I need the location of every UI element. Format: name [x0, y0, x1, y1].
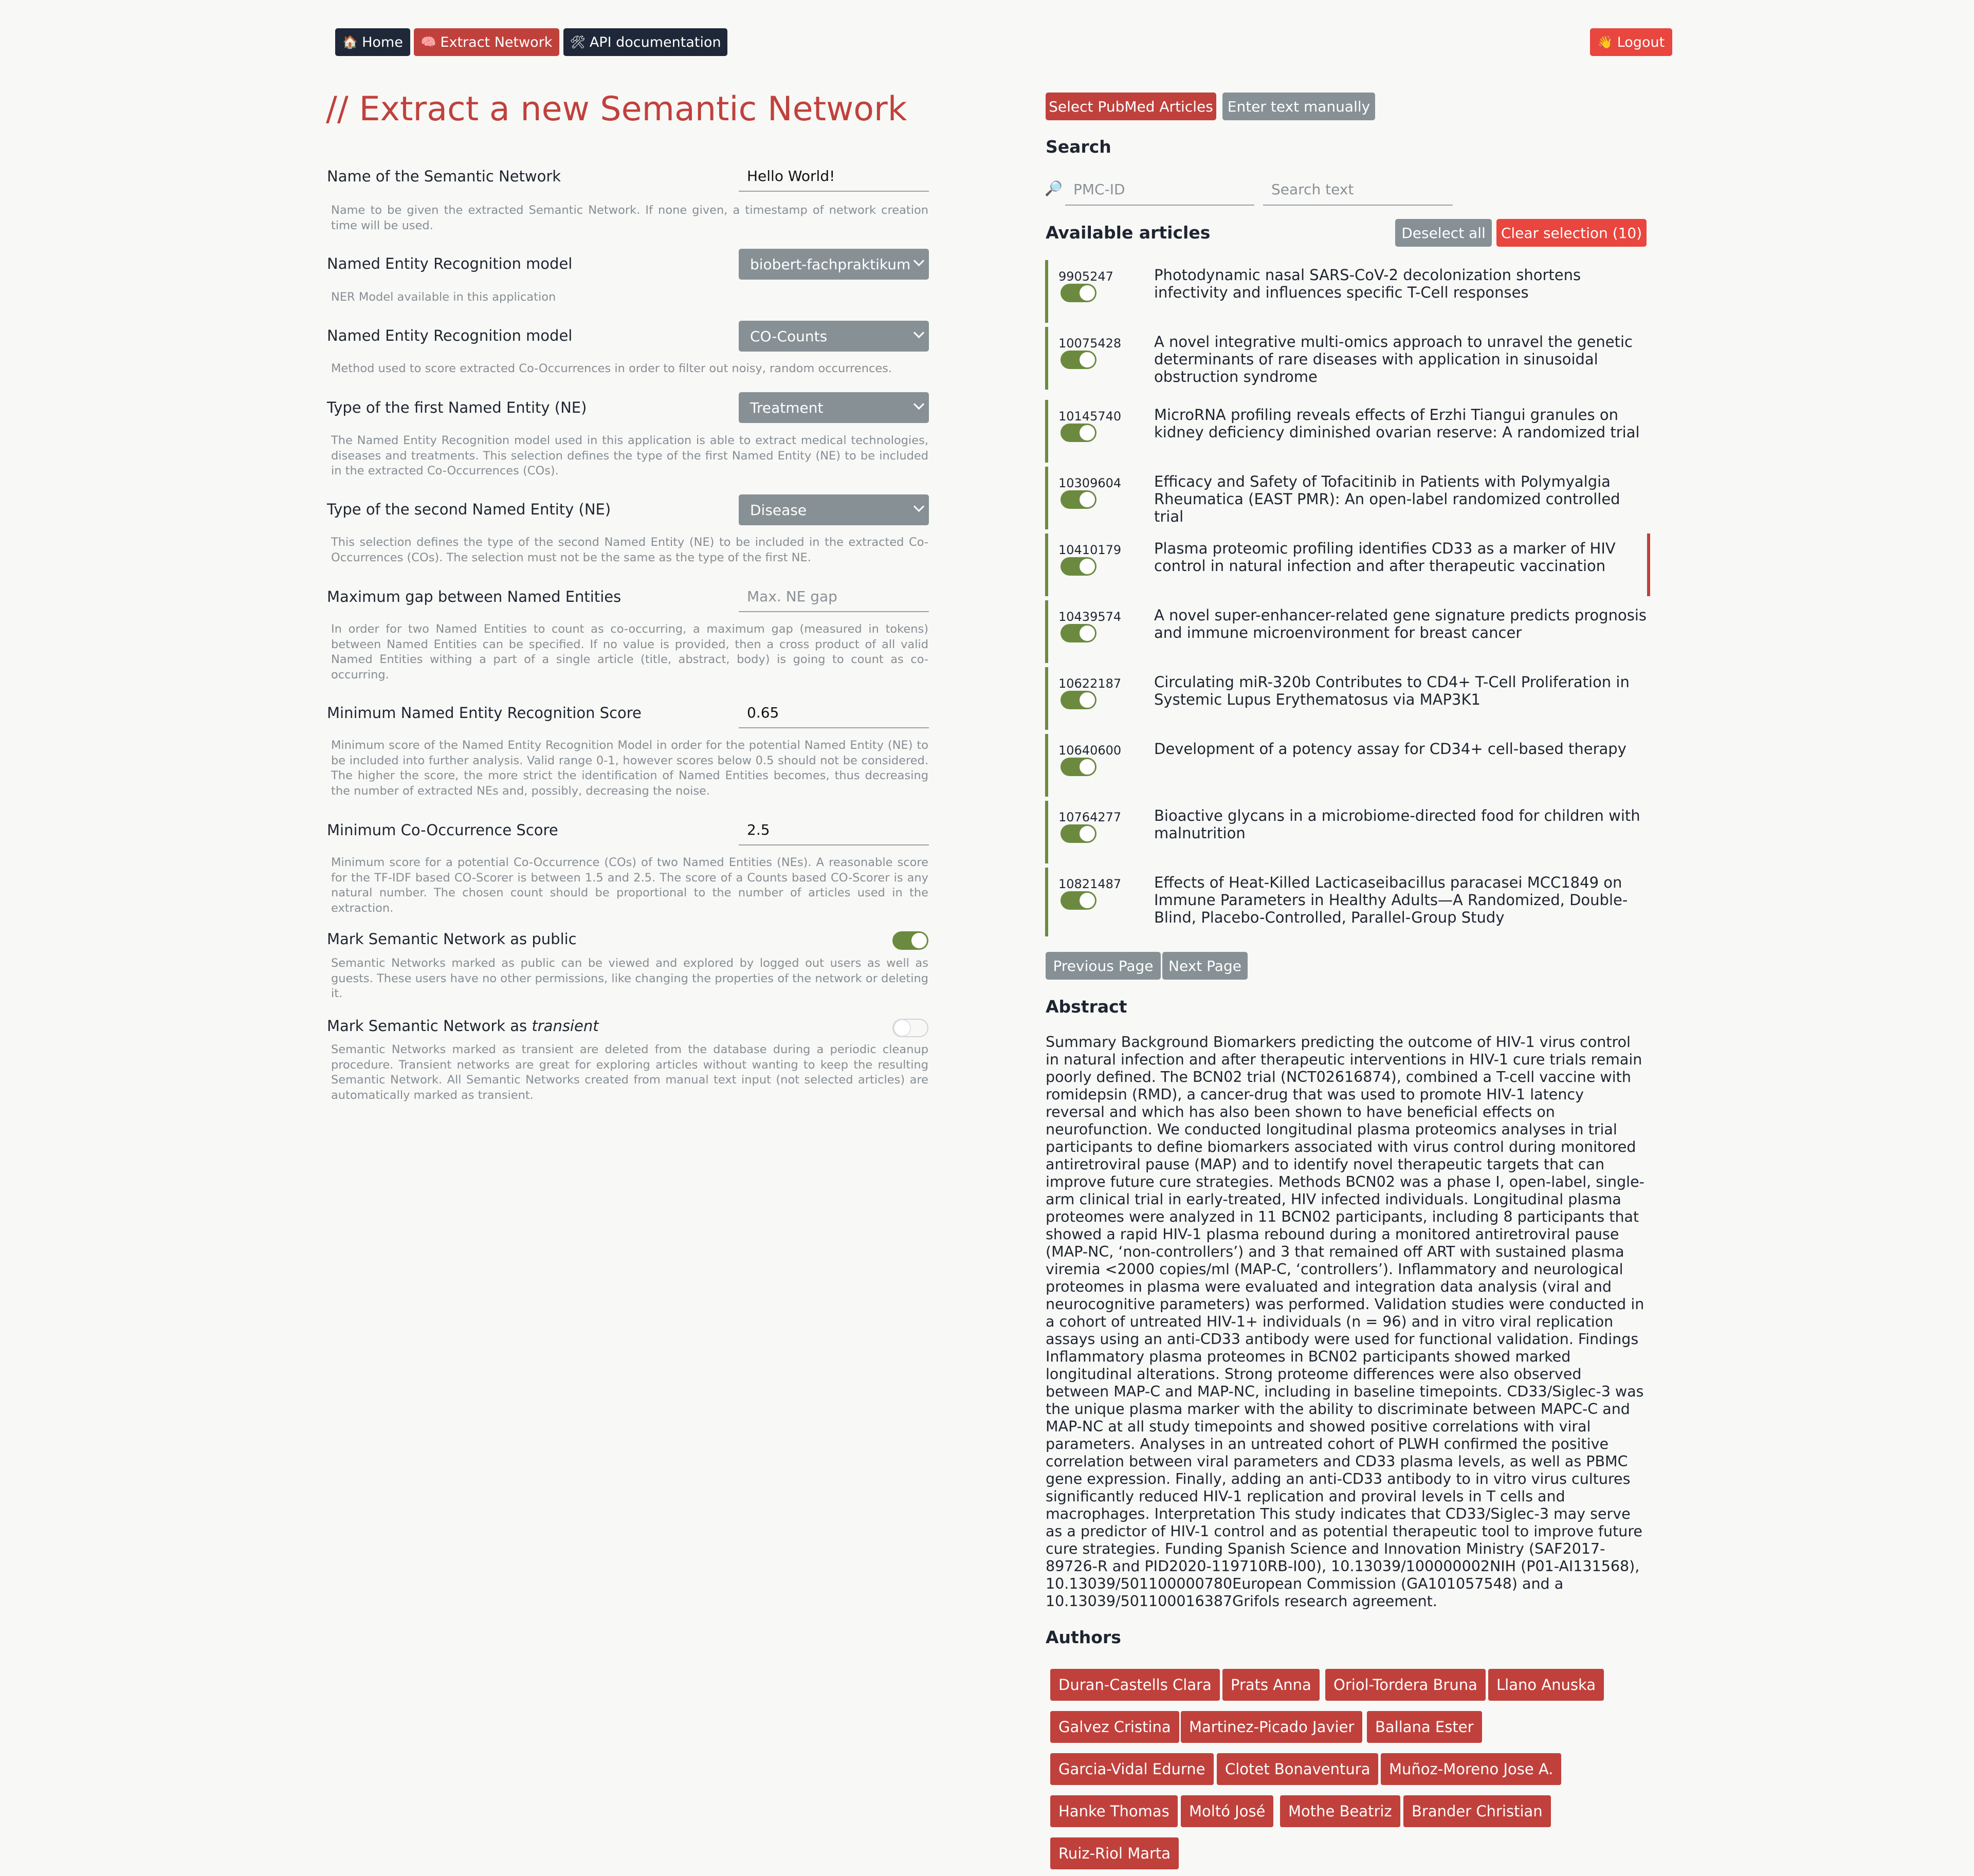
next-page-button[interactable]: Next Page [1162, 952, 1248, 980]
select-pubmed-articles-tab[interactable]: Select PubMed Articles [1046, 93, 1216, 120]
article-item[interactable] [1045, 734, 1647, 797]
chevron-down-icon [913, 327, 924, 338]
article-select-toggle[interactable] [1061, 891, 1096, 910]
author-tag[interactable]: Mothe Beatriz [1280, 1795, 1400, 1827]
scorer-label: Named Entity Recognition model [327, 327, 573, 344]
author-tag[interactable]: Ballana Ester [1367, 1711, 1482, 1743]
first-ne-value: Treatment [750, 399, 824, 416]
article-select-toggle[interactable] [1061, 424, 1096, 442]
article-pmcid: 10439574 [1058, 610, 1122, 624]
article-title: Effects of Heat-Killed Lacticaseibacillus paracasei MCC1849 on Immune Parameters in Healthy Adults—A Randomized, Double-Blind, Placebo-Controlled, Parallel-Group Study [1154, 874, 1628, 926]
article-item[interactable] [1045, 327, 1647, 390]
search-heading: Search [1046, 137, 1111, 157]
article-pmcid: 10764277 [1058, 810, 1122, 824]
network-name-help: Name to be given the extracted Semantic Network. If none given, a timestamp of network creation time will be used. [331, 204, 928, 232]
transient-toggle[interactable] [892, 1019, 928, 1037]
article-item[interactable] [1045, 467, 1647, 529]
nav-home-button[interactable] [335, 28, 410, 56]
available-articles-heading: Available articles [1046, 223, 1211, 243]
clear-selection-button[interactable]: Clear selection (10) [1496, 219, 1647, 247]
transient-help: Semantic Networks marked as transient are deleted from the database during a periodic cleanup procedure. Transient networks are great for exploring articles without wanting to keep the resulting Semantic Network. All Semantic Networks created from manual text input (not selected articles) are automatically marked as transient. [331, 1043, 928, 1102]
brain-icon: 🧠 [421, 35, 436, 49]
public-label: Mark Semantic Network as public [327, 930, 577, 948]
article-title: A novel integrative multi-omics approach to unravel the genetic determinants of rare diseases with application in sinusoidal obstruction syndrome [1154, 333, 1633, 385]
article-pmcid: 9905247 [1058, 269, 1113, 284]
article-item[interactable] [1045, 600, 1647, 663]
article-pmcid: 10145740 [1058, 409, 1122, 424]
ner-model-select[interactable] [739, 249, 929, 280]
article-title: Development of a potency assay for CD34+ cell-based therapy [1154, 740, 1626, 758]
scorer-help: Method used to score extracted Co-Occurrences in order to filter out noisy, random occurrences. [331, 362, 892, 375]
second-ne-label: Type of the second Named Entity (NE) [327, 501, 611, 518]
nav-api-documentation-button[interactable] [563, 28, 727, 56]
author-tag[interactable]: Martinez-Picado Javier [1181, 1711, 1362, 1743]
logout-label: Logout [1617, 34, 1665, 50]
article-title: Efficacy and Safety of Tofacitinib in Patients with Polymyalgia Rheumatica (EAST PMR): An open-label randomized controlled trial [1154, 473, 1620, 525]
search-text-input[interactable]: Search text [1263, 174, 1453, 206]
transient-label: Mark Semantic Network as transient [327, 1017, 599, 1035]
public-help: Semantic Networks marked as public can be viewed and explored by logged out users as well as guests. These users have no other permissions, like changing the properties of the network or deleting it. [331, 957, 928, 1000]
author-tag[interactable]: Muñoz-Moreno Jose A. [1381, 1753, 1561, 1785]
article-pmcid: 10640600 [1058, 743, 1122, 758]
deselect-all-button[interactable]: Deselect all [1395, 219, 1492, 247]
page-title: // Extract a new Semantic Network [326, 90, 907, 128]
chevron-down-icon [913, 501, 924, 512]
author-tag[interactable]: Prats Anna [1222, 1669, 1320, 1701]
second-ne-help: This selection defines the type of the second Named Entity (NE) to be included in the extracted Co-Occurrences (COs). The selection must not be the same as the type of the first NE. [331, 536, 928, 564]
article-select-toggle[interactable] [1061, 490, 1096, 509]
min-co-score-label: Minimum Co-Occurrence Score [327, 821, 558, 839]
min-ner-score-label: Minimum Named Entity Recognition Score [327, 704, 642, 722]
previous-page-button[interactable]: Previous Page [1046, 952, 1161, 980]
nav-extract-label: Extract Network [440, 34, 553, 50]
nav-home-label: Home [362, 34, 403, 50]
max-gap-input[interactable]: Max. NE gap [739, 581, 929, 612]
tools-icon: 🛠 [570, 35, 586, 49]
pmc-id-input[interactable]: PMC-ID [1065, 174, 1254, 206]
min-ner-score-input[interactable]: 0.65 [739, 697, 929, 728]
article-item[interactable] [1045, 868, 1647, 936]
article-title: Plasma proteomic profiling identifies CD33 as a marker of HIV control in natural infection and after therapeutic vaccination [1154, 540, 1616, 575]
article-pmcid: 10410179 [1058, 543, 1122, 557]
author-tag[interactable]: Hanke Thomas [1050, 1795, 1178, 1827]
article-item[interactable] [1045, 260, 1647, 323]
first-ne-help: The Named Entity Recognition model used in this application is able to extract medical technologies, diseases and treatments. This selection defines the type of the first Named Entity (NE) to be included in the extracted Co-Occurrences (COs). [331, 434, 928, 477]
min-co-score-help: Minimum score for a potential Co-Occurrence (COs) of two Named Entities (NEs). A reasonable score for the TF-IDF based CO-Scorer is between 1.5 and 2.5. The score of a Counts based CO-Scorer is any natural number. The chosen count should be proportional to the number of articles used in the extraction. [331, 856, 928, 915]
author-tag[interactable]: Garcia-Vidal Edurne [1050, 1753, 1214, 1785]
chevron-down-icon [913, 255, 924, 266]
article-title: A novel super-enhancer-related gene signature predicts prognosis and immune microenvironment for breast cancer [1154, 606, 1647, 641]
network-name-label: Name of the Semantic Network [327, 168, 561, 185]
second-ne-value: Disease [750, 501, 807, 519]
article-select-toggle[interactable] [1061, 624, 1096, 642]
authors-heading: Authors [1046, 1627, 1121, 1647]
nav-api-label: API documentation [589, 34, 721, 50]
author-tag[interactable]: Oriol-Tordera Bruna [1325, 1669, 1486, 1701]
article-select-toggle[interactable] [1061, 284, 1096, 302]
network-name-input[interactable]: Hello World! [739, 161, 929, 192]
article-item-hovered[interactable] [1045, 534, 1647, 596]
author-tag[interactable]: Llano Anuska [1488, 1669, 1604, 1701]
article-select-toggle[interactable] [1061, 824, 1096, 843]
max-gap-label: Maximum gap between Named Entities [327, 588, 622, 605]
article-pmcid: 10622187 [1058, 676, 1122, 691]
abstract-text: Summary Background Biomarkers predicting the outcome of HIV-1 virus control in natural infection and after therapeutic interventions in HIV-1 cure trials remain poorly defined. The BCN02 trial (NCT02616874), combined a T-cell vaccine with romidepsin (RMD), a cancer-drug that was used to promote HIV-1 latency reversal and which has also been shown to have beneficial effects on neurofunction. We conducted longitudinal plasma proteomics analyses in trial participants to define biomarkers associated with virus control during monitored antiretroviral pause (MAP) and to identify novel therapeutic targets that can improve future cure strategies. Methods BCN02 was a phase I, open-label, single-arm clinical trial in early-treated, HIV infected individuals. Longitudinal plasma proteomes were analyzed in 11 BCN02 participants, including 8 participants that showed a rapid HIV-1 plasma rebound during a monitored antiretroviral pause (MAP-NC, ‘non-controllers’) and 3 that remained off ART with sustained plasma viremia <2000 copies/ml (MAP-C, ‘controllers’). Inflammatory and neurological proteomes in plasma were evaluated and integration data analysis (viral and neurocognitive parameters) was performed. Validation studies were conducted in a cohort of untreated HIV-1+ individuals (n = 96) and in vitro viral replication assays using an anti-CD33 antibody were used for functional validation. Findings Inflammatory plasma proteomes in BCN02 participants showed marked longitudinal alterations. Strong proteome differences were also observed between MAP-C and MAP-NC, including in baseline timepoints. CD33/Siglec-3 was the unique plasma marker with the ability to discriminate between MAPC-C and MAP-NC at all study timepoints and showed positive correlations with viral parameters. Analyses in an untreated cohort of PLWH confirmed the positive correlation between viral parameters and CD33 plasma levels, as well as PBMC gene expression. Finally, adding an anti-CD33 antibody to in vitro virus cultures significantly reduced HIV-1 replication and proviral levels in T cells and macrophages. Interpretation This study indicates that CD33/Siglec-3 may serve as a predictor of HIV-1 control and as potential therapeutic tool to improve future cure strategies. Funding Spanish Science and Innovation Ministry (SAF2017-89726-R and PID2020-119710RB-I00), 10.13039/100000002NIH (P01-AI131568), 10.13039/501100000780European Commission (GA101057548) and a 10.13039/501100016387Grifols research agreement. [1046, 1034, 1644, 1610]
min-co-score-input[interactable]: 2.5 [739, 815, 929, 845]
article-item[interactable] [1045, 801, 1647, 863]
article-title: MicroRNA profiling reveals effects of Erzhi Tiangui granules on kidney deficiency diminished ovarian reserve: A randomized trial [1154, 406, 1640, 441]
article-select-toggle[interactable] [1061, 691, 1096, 709]
ner-model-label: Named Entity Recognition model [327, 255, 573, 272]
max-gap-help: In order for two Named Entities to count as co-occurring, a maximum gap (measured in tokens) between Named Entities can be specified. If no value is provided, then a cross product of all valid Named Entities withing a part of a single article (title, abstract, body) is going to count as co-occurring. [331, 622, 928, 682]
author-tag[interactable]: Moltó José [1181, 1795, 1273, 1827]
logout-button[interactable] [1590, 28, 1672, 56]
author-tag[interactable]: Duran-Castells Clara [1050, 1669, 1220, 1701]
article-pmcid: 10821487 [1058, 877, 1122, 891]
first-ne-label: Type of the first Named Entity (NE) [327, 399, 587, 416]
article-item[interactable] [1045, 667, 1647, 730]
article-pmcid: 10309604 [1058, 476, 1122, 490]
chevron-down-icon [913, 399, 924, 410]
waving-hand-icon: 👋 [1597, 35, 1613, 49]
scorer-value: CO-Counts [750, 327, 828, 345]
article-title: Bioactive glycans in a microbiome-directed food for children with malnutrition [1154, 807, 1640, 842]
enter-text-manually-tab[interactable]: Enter text manually [1222, 93, 1375, 120]
first-ne-select[interactable] [739, 392, 929, 423]
article-item[interactable] [1045, 400, 1647, 463]
author-tag[interactable]: Brander Christian [1403, 1795, 1551, 1827]
abstract-heading: Abstract [1046, 997, 1127, 1017]
search-icon: 🔎 [1045, 180, 1063, 197]
article-title: Photodynamic nasal SARS-CoV-2 decolonization shortens infectivity and influences specific T-Cell responses [1154, 266, 1581, 301]
article-title: Circulating miR-320b Contributes to CD4+ T-Cell Proliferation in Systemic Lupus Erythematosus via MAP3K1 [1154, 673, 1630, 708]
public-toggle[interactable] [892, 931, 928, 950]
min-ner-score-help: Minimum score of the Named Entity Recognition Model in order for the potential Named Entity (NE) to be included into further analysis. Valid range 0-1, however scores below 0.5 should not be considered. The higher the score, the more strict the identification of Named Entities becomes, thus decreasing the number of extracted NEs and, possibly, decreasing the noise. [331, 739, 928, 798]
article-select-toggle[interactable] [1061, 557, 1096, 576]
article-select-toggle[interactable] [1061, 351, 1096, 369]
nav-extract-network-button[interactable] [414, 28, 559, 56]
second-ne-select[interactable] [739, 494, 929, 525]
scorer-select[interactable] [739, 321, 929, 352]
home-icon: 🏠 [342, 35, 358, 49]
article-pmcid: 10075428 [1058, 336, 1122, 351]
author-tag[interactable]: Galvez Cristina [1050, 1711, 1179, 1743]
ner-model-help: NER Model available in this application [331, 290, 556, 304]
author-tag[interactable]: Ruiz-Riol Marta [1050, 1837, 1179, 1869]
author-tag[interactable]: Clotet Bonaventura [1217, 1753, 1378, 1785]
article-select-toggle[interactable] [1061, 758, 1096, 776]
ner-model-value: biobert-fachpraktikum [750, 255, 911, 273]
